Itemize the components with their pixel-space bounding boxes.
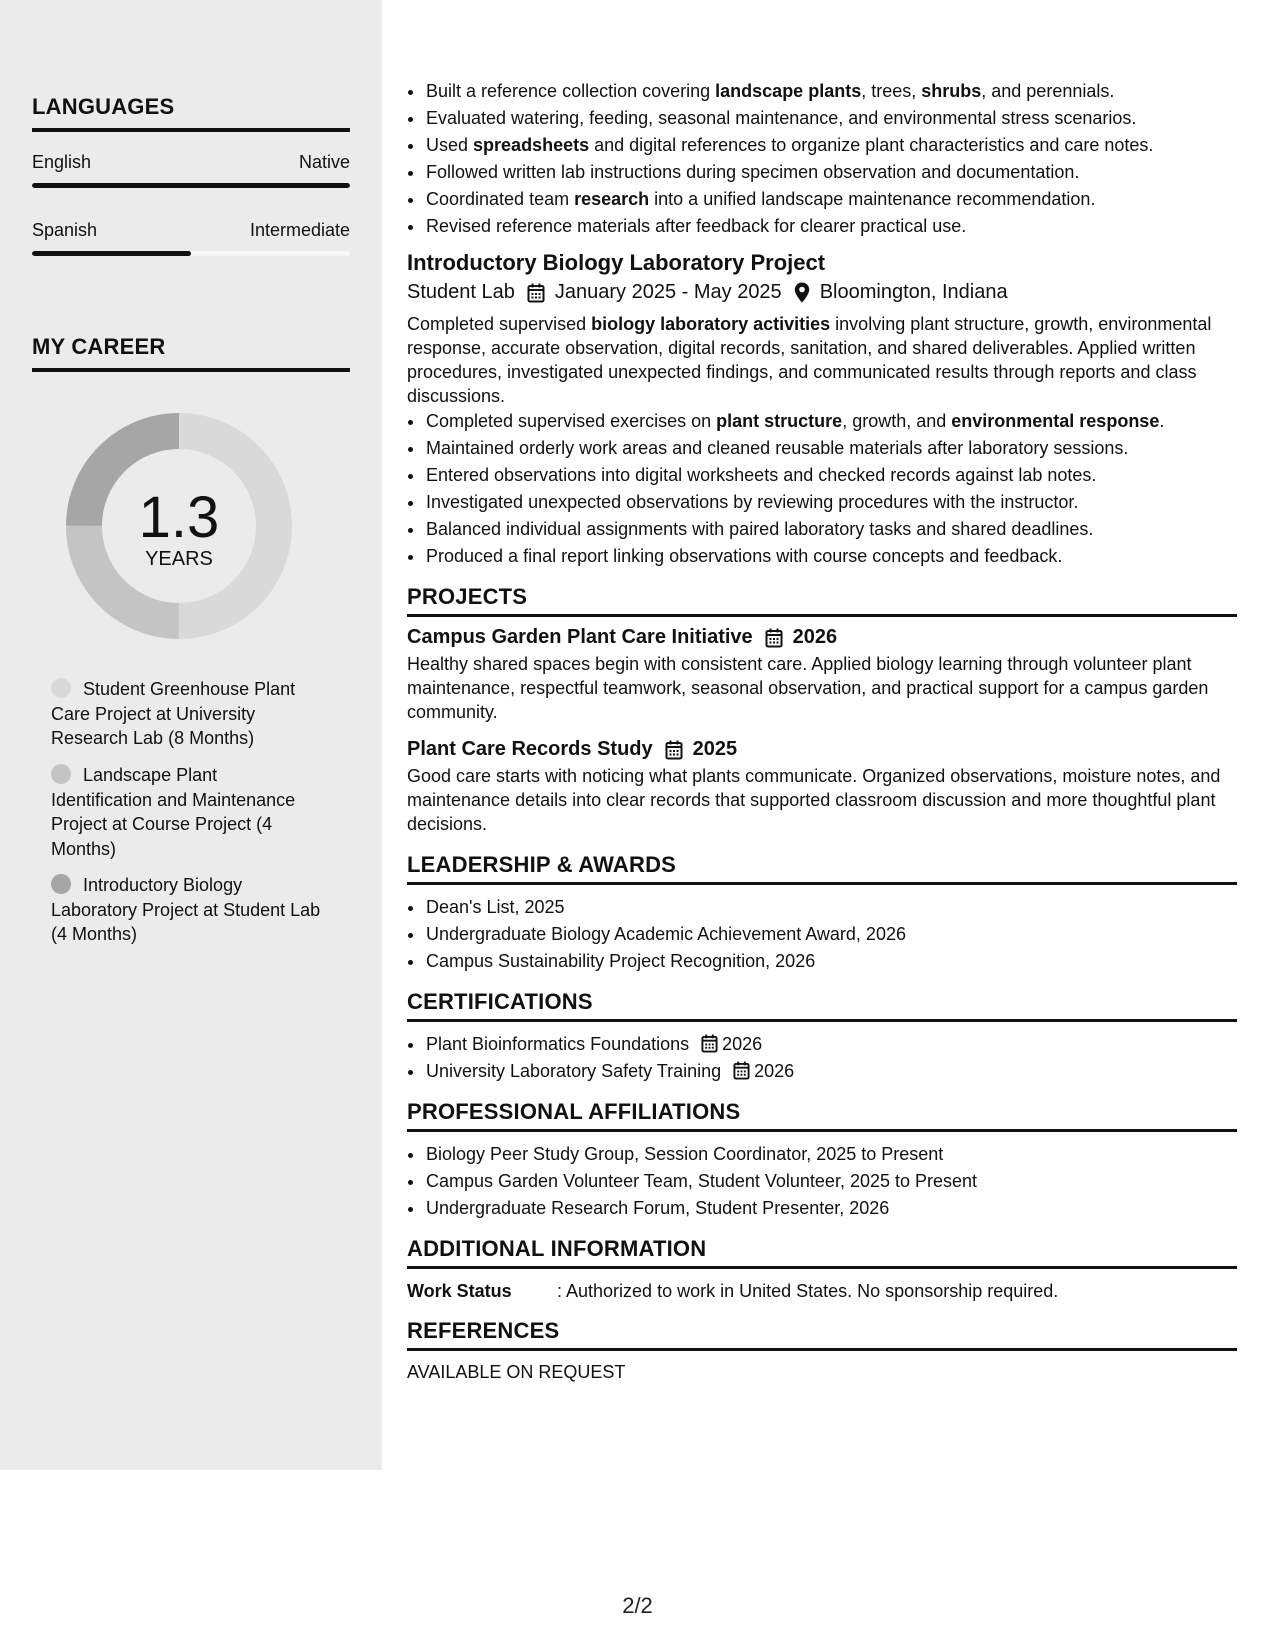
calendar-icon bbox=[665, 740, 683, 760]
career-legend-item bbox=[51, 873, 321, 947]
legend-dot bbox=[51, 874, 71, 894]
career-legend-label: Introductory Biology Laboratory Project at Student Lab (4 Months) bbox=[51, 875, 321, 944]
experience-title: Introductory Biology Laboratory Project bbox=[407, 250, 826, 275]
legend-dot bbox=[51, 764, 71, 784]
career-legend-item bbox=[51, 677, 321, 751]
calendar-icon bbox=[527, 283, 545, 303]
bullet-item: • Produced a final report linking observations with course concepts and feedback. bbox=[425, 543, 1237, 570]
bold-keyword: research bbox=[574, 189, 650, 209]
experience-location: Bloomington, Indiana bbox=[819, 281, 1008, 303]
affiliation-item: • Biology Peer Study Group, Session Coordinator, 2025 to Present bbox=[425, 1141, 1237, 1168]
award-item: • Undergraduate Biology Academic Achievement Award, 2026 bbox=[425, 921, 1237, 948]
award-item: • Campus Sustainability Project Recognition, 2026 bbox=[425, 948, 1237, 975]
projects-section bbox=[407, 584, 1237, 836]
certifications-section bbox=[407, 989, 1237, 1085]
references-section bbox=[407, 1318, 1237, 1384]
project-item bbox=[407, 626, 1237, 724]
bullet-item: • Followed written lab instructions during specimen observation and documentation. bbox=[425, 159, 1237, 186]
certification-date bbox=[689, 1034, 762, 1054]
additional-heading: ADDITIONAL INFORMATION bbox=[407, 1236, 1237, 1269]
project-title-row bbox=[407, 738, 1237, 761]
projects-heading: PROJECTS bbox=[407, 584, 1237, 617]
bold-keyword: plant structure bbox=[716, 411, 843, 431]
certification-name: Plant Bioinformatics Foundations bbox=[426, 1034, 690, 1054]
affiliation-item: • Undergraduate Research Forum, Student Presenter, 2026 bbox=[425, 1195, 1237, 1222]
language-bar-english bbox=[32, 183, 350, 188]
references-text: AVAILABLE ON REQUEST bbox=[407, 1362, 626, 1382]
bullet-item: • Revised reference materials after feedback for clearer practical use. bbox=[425, 213, 1237, 240]
bullet-item: • Built a reference collection covering landscape plants, trees, shrubs, and perennials. bbox=[425, 78, 1237, 105]
map-pin-icon bbox=[794, 282, 810, 303]
certification-year: 2026 bbox=[754, 1061, 795, 1081]
page-number: 2/2 bbox=[622, 1593, 653, 1618]
certifications-list bbox=[407, 1031, 1237, 1085]
language-bar-spanish bbox=[32, 251, 350, 256]
references-heading: REFERENCES bbox=[407, 1318, 1237, 1351]
calendar-icon bbox=[701, 1034, 718, 1053]
bold-keyword: shrubs bbox=[921, 81, 982, 101]
career-legend-label: Landscape Plant Identification and Maintenance Project at Course Project (4 Months) bbox=[51, 765, 296, 859]
additional-section bbox=[407, 1236, 1237, 1304]
work-status-value: : Authorized to work in United States. No sponsorship required. bbox=[557, 1281, 1059, 1301]
language-level: Native bbox=[298, 152, 350, 172]
project-item bbox=[407, 738, 1237, 836]
experience-entry bbox=[407, 250, 1237, 570]
affiliations-section bbox=[407, 1099, 1237, 1222]
certification-item bbox=[425, 1031, 1237, 1058]
project-description: Good care starts with noticing what plants communicate. Organized observations, moisture notes, and maintenance details into clear records that supported classroom discussion and more thoughtful plant decisions. bbox=[407, 766, 1221, 834]
certifications-heading: CERTIFICATIONS bbox=[407, 989, 1237, 1022]
bold-keyword: spreadsheets bbox=[473, 135, 590, 155]
project-description: Healthy shared spaces begin with consistent care. Applied biology learning through volunteer plant maintenance, respectful teamwork, seasonal observation, and practical support for a campus garden community. bbox=[407, 654, 1209, 722]
certification-item bbox=[425, 1058, 1237, 1085]
bold-keyword: environmental response bbox=[951, 411, 1160, 431]
sidebar bbox=[0, 0, 382, 1470]
experience-dates: January 2025 - May 2025 bbox=[554, 281, 782, 303]
awards-section bbox=[407, 852, 1237, 975]
bold-keyword: landscape plants bbox=[715, 81, 862, 101]
certification-year: 2026 bbox=[722, 1034, 763, 1054]
awards-heading: LEADERSHIP & AWARDS bbox=[407, 852, 1237, 885]
work-status-row bbox=[407, 1278, 1237, 1304]
languages-heading: LANGUAGES bbox=[32, 94, 350, 132]
previous-experience-bullets bbox=[407, 78, 1237, 240]
language-bar-fill bbox=[32, 251, 191, 256]
language-bar-fill bbox=[32, 183, 350, 188]
bold-keyword: biology laboratory activities bbox=[591, 314, 831, 334]
certification-name: University Laboratory Safety Training bbox=[426, 1061, 722, 1081]
bullet-item: • Evaluated watering, feeding, seasonal maintenance, and environmental stress scenarios. bbox=[425, 105, 1237, 132]
certification-date bbox=[721, 1061, 794, 1081]
main-content bbox=[407, 78, 1237, 1384]
experience-bullets bbox=[407, 408, 1237, 570]
language-name: Spanish bbox=[32, 220, 98, 240]
language-row-spanish bbox=[32, 220, 350, 241]
award-item: • Dean's List, 2025 bbox=[425, 894, 1237, 921]
affiliation-item: • Campus Garden Volunteer Team, Student Volunteer, 2025 to Present bbox=[425, 1168, 1237, 1195]
experience-org: Student Lab bbox=[407, 281, 515, 303]
bullet-item: • Used spreadsheets and digital references to organize plant characteristics and care notes. bbox=[425, 132, 1237, 159]
bullet-item: • Completed supervised exercises on plant structure, growth, and environmental response. bbox=[425, 408, 1237, 435]
experience-summary: Completed supervised biology laboratory activities involving plant structure, growth, environmental response, accurate observation, digital records, sanitation, and shared deliverables. Applied written procedures, investigated unexpected findings, and communicated results through reports and class discussions. bbox=[407, 314, 1212, 406]
legend-dot bbox=[51, 678, 71, 698]
language-level: Intermediate bbox=[249, 220, 350, 240]
calendar-icon bbox=[765, 628, 783, 648]
awards-list bbox=[407, 894, 1237, 975]
affiliations-list bbox=[407, 1141, 1237, 1222]
project-title-row bbox=[407, 626, 1237, 649]
experience-meta bbox=[407, 281, 1237, 304]
work-status-label: Work Status bbox=[407, 1281, 512, 1301]
calendar-icon bbox=[733, 1061, 750, 1080]
bullet-item: • Maintained orderly work areas and cleaned reusable materials after laboratory sessions. bbox=[425, 435, 1237, 462]
project-year: 2026 bbox=[792, 626, 838, 648]
bullet-item: • Balanced individual assignments with paired laboratory tasks and shared deadlines. bbox=[425, 516, 1237, 543]
career-heading: MY CAREER bbox=[32, 334, 350, 372]
career-total-unit: YEARS bbox=[145, 548, 213, 570]
project-title: Campus Garden Plant Care Initiative bbox=[407, 626, 753, 648]
project-title: Plant Care Records Study bbox=[407, 738, 653, 760]
bullet-item: • Entered observations into digital worksheets and checked records against lab notes. bbox=[425, 462, 1237, 489]
bullet-item: • Investigated unexpected observations by reviewing procedures with the instructor. bbox=[425, 489, 1237, 516]
bullet-item: • Coordinated team research into a unified landscape maintenance recommendation. bbox=[425, 186, 1237, 213]
project-year: 2025 bbox=[692, 738, 738, 760]
career-total-years: 1.3 bbox=[138, 485, 220, 550]
language-name: English bbox=[32, 152, 92, 172]
language-row-english bbox=[32, 152, 350, 173]
affiliations-heading: PROFESSIONAL AFFILIATIONS bbox=[407, 1099, 1237, 1132]
career-legend-label: Student Greenhouse Plant Care Project at University Research Lab (8 Months) bbox=[51, 679, 296, 748]
career-legend-item bbox=[51, 763, 321, 861]
